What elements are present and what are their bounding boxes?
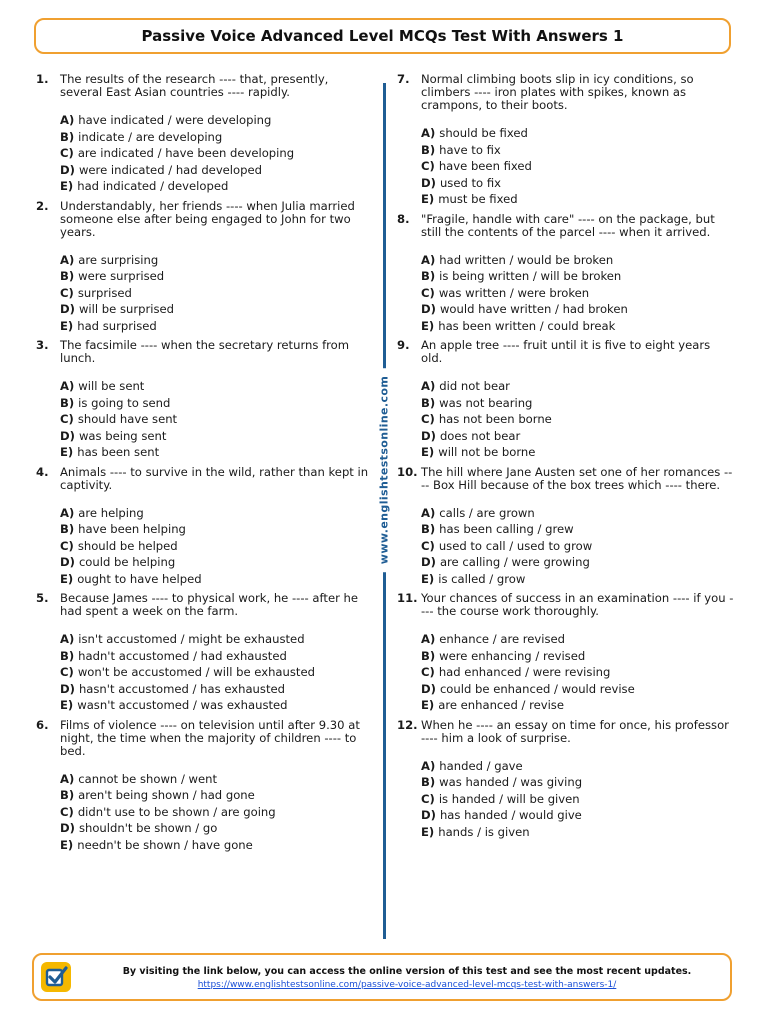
option-letter: D)	[421, 681, 436, 696]
answer-option[interactable]	[421, 252, 735, 269]
answer-options	[60, 631, 370, 714]
answer-option[interactable]	[60, 428, 370, 445]
option-text: must be fixed	[438, 192, 518, 206]
question-number: 5.	[36, 591, 49, 605]
option-text: aren't being shown / had gone	[78, 788, 255, 802]
option-letter: C)	[421, 159, 435, 173]
question-number: 10.	[397, 464, 418, 479]
answer-option[interactable]	[421, 444, 735, 461]
option-letter: E)	[60, 179, 74, 193]
option-text: is called / grow	[438, 571, 526, 586]
option-letter: E)	[60, 837, 74, 852]
option-letter: B)	[421, 395, 436, 410]
option-text: have been helping	[78, 522, 186, 536]
answer-option[interactable]	[421, 175, 735, 192]
option-letter: B)	[60, 522, 75, 536]
option-text: needn't be shown / have gone	[77, 837, 253, 852]
question-block	[397, 213, 735, 335]
option-text: has been sent	[77, 445, 160, 459]
option-letter: E)	[421, 318, 435, 333]
option-text: ought to have helped	[77, 571, 202, 586]
answer-option[interactable]	[60, 837, 370, 854]
option-letter: D)	[421, 555, 436, 569]
answer-option[interactable]	[421, 395, 735, 412]
option-text: is being written / will be broken	[439, 269, 622, 283]
option-letter: E)	[60, 698, 74, 712]
option-text: was handed / was giving	[439, 775, 583, 789]
option-text: handed / gave	[439, 758, 523, 773]
answer-option[interactable]	[60, 631, 370, 648]
answer-option[interactable]	[421, 774, 735, 791]
answer-options	[421, 505, 735, 588]
option-letter: A)	[60, 505, 75, 520]
question-row	[397, 339, 735, 365]
option-text: is handed / will be given	[438, 791, 580, 806]
option-letter: D)	[421, 175, 436, 190]
option-letter: C)	[421, 791, 435, 806]
question-text: "Fragile, handle with care" ---- on the package, but still the contents of the parcel ---- when it arrived.	[421, 211, 715, 239]
option-text: does not bear	[439, 428, 521, 443]
option-letter: E)	[421, 445, 435, 459]
option-text: surprised	[77, 285, 132, 300]
answer-option[interactable]	[60, 318, 370, 335]
option-text: had enhanced / were revising	[438, 665, 611, 679]
answer-options	[421, 125, 735, 208]
option-letter: C)	[60, 285, 74, 300]
question-text: An apple tree ---- fruit until it is five to eight years old.	[421, 338, 711, 365]
option-letter: C)	[60, 412, 74, 426]
option-text: were enhancing / revised	[439, 648, 586, 663]
option-text: used to fix	[439, 175, 501, 190]
option-letter: D)	[421, 302, 436, 316]
option-text: did not bear	[439, 379, 510, 393]
question-row	[36, 719, 370, 758]
option-letter: E)	[60, 318, 74, 333]
footer-link[interactable]: https://www.englishtestsonline.com/passive-voice-advanced-level-mcqs-test-with-answers-1/	[197, 980, 617, 990]
answer-option[interactable]	[60, 252, 370, 269]
option-text: has been written / could break	[438, 318, 616, 333]
option-letter: D)	[60, 555, 75, 569]
option-letter: B)	[421, 648, 436, 663]
question-block	[36, 466, 370, 588]
option-letter: A)	[60, 771, 75, 786]
question-row	[36, 200, 370, 239]
option-text: has been calling / grew	[439, 522, 574, 536]
answer-option[interactable]	[421, 191, 735, 208]
question-text: The facsimile ---- when the secretary returns from lunch.	[60, 338, 350, 365]
option-text: should be helped	[77, 538, 178, 553]
answer-options	[60, 771, 370, 854]
answer-option[interactable]	[60, 378, 370, 395]
option-letter: C)	[421, 285, 435, 300]
answer-option[interactable]	[421, 378, 735, 395]
question-text: The hill where Jane Austen set one of her romances ---- Box Hill because of the box trees which ---- there.	[421, 464, 733, 492]
question-block	[36, 73, 370, 195]
option-text: will be surprised	[78, 302, 174, 316]
option-text: hadn't accustomed / had exhausted	[78, 648, 287, 663]
option-text: won't be accustomed / will be exhausted	[77, 665, 315, 679]
answer-option[interactable]	[60, 411, 370, 428]
answer-option[interactable]	[60, 301, 370, 318]
option-letter: C)	[421, 665, 435, 679]
option-letter: C)	[421, 538, 435, 553]
question-number: 12.	[397, 717, 418, 732]
option-text: should be fixed	[439, 126, 528, 140]
option-text: have indicated / were developing	[78, 113, 272, 127]
answer-option[interactable]	[60, 681, 370, 698]
question-row	[397, 466, 735, 492]
checkbox-check-icon	[41, 962, 71, 992]
footer-box	[32, 953, 732, 1001]
option-text: are indicated / have been developing	[77, 146, 295, 160]
option-letter: D)	[60, 428, 75, 443]
answer-option[interactable]	[421, 664, 735, 681]
option-text: have to fix	[439, 142, 501, 157]
option-text: were surprised	[78, 269, 165, 283]
question-block	[36, 200, 370, 335]
question-row	[36, 592, 370, 618]
option-text: will be sent	[78, 379, 145, 393]
answer-option[interactable]	[421, 521, 735, 538]
question-block	[397, 592, 735, 714]
answer-options	[60, 252, 370, 335]
answer-option[interactable]	[60, 538, 370, 555]
option-letter: A)	[60, 379, 75, 393]
question-block	[397, 466, 735, 588]
question-number: 8.	[397, 211, 410, 226]
answer-option[interactable]	[60, 804, 370, 821]
option-letter: B)	[60, 648, 75, 663]
question-text: Your chances of success in an examination ---- if you ---- the course work thoroughly.	[421, 591, 734, 618]
left-question-column	[36, 73, 370, 858]
option-text: isn't accustomed / might be exhausted	[78, 632, 305, 646]
option-letter: D)	[421, 428, 436, 443]
question-number: 11.	[397, 591, 418, 605]
option-letter: A)	[421, 126, 436, 140]
option-letter: A)	[421, 632, 436, 646]
option-text: is going to send	[78, 395, 171, 410]
answer-option[interactable]	[421, 158, 735, 175]
option-text: has handed / would give	[439, 808, 582, 822]
option-text: was being sent	[78, 428, 167, 443]
answer-options	[60, 505, 370, 588]
answer-option[interactable]	[60, 395, 370, 412]
answer-option[interactable]	[421, 125, 735, 142]
option-text: have been fixed	[438, 159, 532, 173]
answer-option[interactable]	[421, 554, 735, 571]
option-text: calls / are grown	[439, 505, 535, 520]
answer-option[interactable]	[60, 697, 370, 714]
question-text: Animals ---- to survive in the wild, rather than kept in captivity.	[60, 464, 369, 492]
option-letter: C)	[60, 804, 74, 819]
answer-option[interactable]	[421, 681, 735, 698]
question-block	[397, 339, 735, 461]
option-letter: B)	[421, 269, 436, 283]
answer-options	[60, 112, 370, 195]
option-letter: A)	[421, 252, 436, 267]
answer-option[interactable]	[60, 145, 370, 162]
question-block	[397, 719, 735, 841]
answer-option[interactable]	[421, 268, 735, 285]
question-number: 3.	[36, 338, 49, 352]
option-text: are surprising	[78, 252, 159, 267]
answer-option[interactable]	[421, 758, 735, 775]
option-text: didn't use to be shown / are going	[77, 804, 276, 819]
answer-option[interactable]	[421, 791, 735, 808]
answer-option[interactable]	[421, 505, 735, 522]
option-text: had indicated / developed	[77, 179, 229, 193]
question-text: Because James ---- to physical work, he ---- after he had spent a week on the farm.	[60, 591, 359, 618]
question-row	[36, 339, 370, 365]
footer-text: By visiting the link below, you can access the online version of this test and see the most recent updates.	[122, 966, 692, 977]
question-text: The results of the research ---- that, presently, several East Asian countries ---- rapidly.	[60, 72, 329, 99]
answer-option[interactable]	[60, 787, 370, 804]
option-letter: E)	[421, 698, 435, 712]
title-box	[34, 18, 731, 54]
option-letter: E)	[60, 571, 74, 586]
answer-option[interactable]	[421, 824, 735, 841]
question-row	[397, 592, 735, 618]
question-text: Films of violence ---- on television until after 9.30 at night, the time when the majority of children ---- to bed.	[60, 717, 360, 758]
option-text: wasn't accustomed / was exhausted	[77, 698, 288, 712]
answer-option[interactable]	[421, 428, 735, 445]
option-text: was written / were broken	[438, 285, 590, 300]
option-letter: D)	[60, 302, 75, 316]
question-row	[36, 466, 370, 492]
question-number: 9.	[397, 338, 410, 352]
option-letter: B)	[421, 522, 436, 536]
option-letter: A)	[60, 113, 75, 127]
question-block	[36, 719, 370, 854]
option-letter: D)	[421, 808, 436, 822]
option-text: had surprised	[77, 318, 157, 333]
option-text: was not bearing	[439, 395, 533, 410]
question-number: 4.	[36, 464, 49, 479]
option-letter: B)	[421, 142, 436, 157]
option-text: are enhanced / revise	[438, 698, 564, 712]
option-letter: E)	[421, 192, 435, 206]
option-text: indicate / are developing	[78, 129, 223, 144]
answer-options	[421, 631, 735, 714]
option-text: had written / would be broken	[439, 252, 614, 267]
option-letter: D)	[60, 821, 75, 835]
answer-option[interactable]	[60, 268, 370, 285]
option-text: should have sent	[77, 412, 178, 426]
option-letter: D)	[60, 681, 75, 696]
option-text: cannot be shown / went	[78, 771, 218, 786]
option-text: used to call / used to grow	[438, 538, 593, 553]
question-block	[36, 592, 370, 714]
option-text: has not been borne	[438, 412, 552, 426]
website-vertical-text: www.englishtestsonline.com	[374, 368, 395, 572]
answer-option[interactable]	[60, 554, 370, 571]
option-letter: C)	[421, 412, 435, 426]
option-letter: A)	[421, 505, 436, 520]
answer-option[interactable]	[60, 444, 370, 461]
question-number: 6.	[36, 717, 49, 732]
answer-option[interactable]	[421, 285, 735, 302]
answer-option[interactable]	[60, 162, 370, 179]
option-letter: A)	[60, 632, 75, 646]
answer-option[interactable]	[60, 648, 370, 665]
question-block	[397, 73, 735, 208]
option-letter: D)	[60, 162, 75, 177]
answer-option[interactable]	[60, 664, 370, 681]
option-letter: C)	[60, 538, 74, 553]
option-letter: C)	[60, 665, 74, 679]
option-text: would have written / had broken	[439, 302, 628, 316]
option-text: shouldn't be shown / go	[78, 821, 218, 835]
question-number: 1.	[36, 72, 49, 86]
answer-option[interactable]	[421, 301, 735, 318]
question-row	[397, 73, 735, 112]
option-letter: B)	[60, 788, 75, 802]
option-text: could be enhanced / would revise	[439, 681, 635, 696]
answer-option[interactable]	[60, 771, 370, 788]
question-block	[36, 339, 370, 461]
option-text: will not be borne	[438, 445, 536, 459]
question-number: 7.	[397, 72, 410, 86]
answer-option[interactable]	[421, 631, 735, 648]
answer-options	[421, 252, 735, 335]
answer-option[interactable]	[421, 538, 735, 555]
question-row	[397, 719, 735, 745]
answer-option[interactable]	[60, 112, 370, 129]
answer-options	[421, 378, 735, 461]
option-text: were indicated / had developed	[78, 162, 262, 177]
option-text: are helping	[78, 505, 144, 520]
option-text: enhance / are revised	[439, 632, 566, 646]
question-text: Understandably, her friends ---- when Julia married someone else after being engaged to John for two years.	[60, 198, 355, 239]
question-text: When he ---- an essay on time for once, his professor ---- him a look of surprise.	[421, 717, 729, 745]
question-text: Normal climbing boots slip in icy conditions, so climbers ---- iron plates with spikes, known as crampons, to their boots.	[421, 72, 694, 112]
answer-options	[60, 378, 370, 461]
answer-option[interactable]	[421, 807, 735, 824]
question-row	[36, 73, 370, 99]
question-number: 2.	[36, 198, 49, 213]
answer-option[interactable]	[60, 505, 370, 522]
option-letter: A)	[421, 758, 436, 773]
answer-option[interactable]	[60, 129, 370, 146]
option-letter: A)	[60, 252, 75, 267]
answer-option[interactable]	[60, 178, 370, 195]
answer-options	[421, 758, 735, 841]
option-letter: E)	[60, 445, 74, 459]
option-letter: E)	[421, 571, 435, 586]
right-question-column	[397, 73, 735, 845]
option-letter: B)	[60, 269, 75, 283]
option-text: hasn't accustomed / has exhausted	[78, 681, 285, 696]
option-letter: B)	[60, 395, 75, 410]
option-letter: B)	[60, 129, 75, 144]
option-text: are calling / were growing	[439, 555, 590, 569]
option-letter: B)	[421, 775, 436, 789]
question-row	[397, 213, 735, 239]
answer-option[interactable]	[60, 571, 370, 588]
option-letter: C)	[60, 146, 74, 160]
answer-option[interactable]	[421, 318, 735, 335]
option-text: could be helping	[78, 555, 176, 569]
answer-option[interactable]	[421, 411, 735, 428]
option-text: hands / is given	[438, 824, 530, 839]
answer-option[interactable]	[421, 648, 735, 665]
answer-option[interactable]	[421, 571, 735, 588]
answer-option[interactable]	[421, 142, 735, 159]
option-letter: A)	[421, 379, 436, 393]
answer-option[interactable]	[421, 697, 735, 714]
answer-option[interactable]	[60, 820, 370, 837]
option-letter: E)	[421, 824, 435, 839]
answer-option[interactable]	[60, 521, 370, 538]
page-title: Passive Voice Advanced Level MCQs Test With Answers 1	[141, 27, 624, 45]
answer-option[interactable]	[60, 285, 370, 302]
